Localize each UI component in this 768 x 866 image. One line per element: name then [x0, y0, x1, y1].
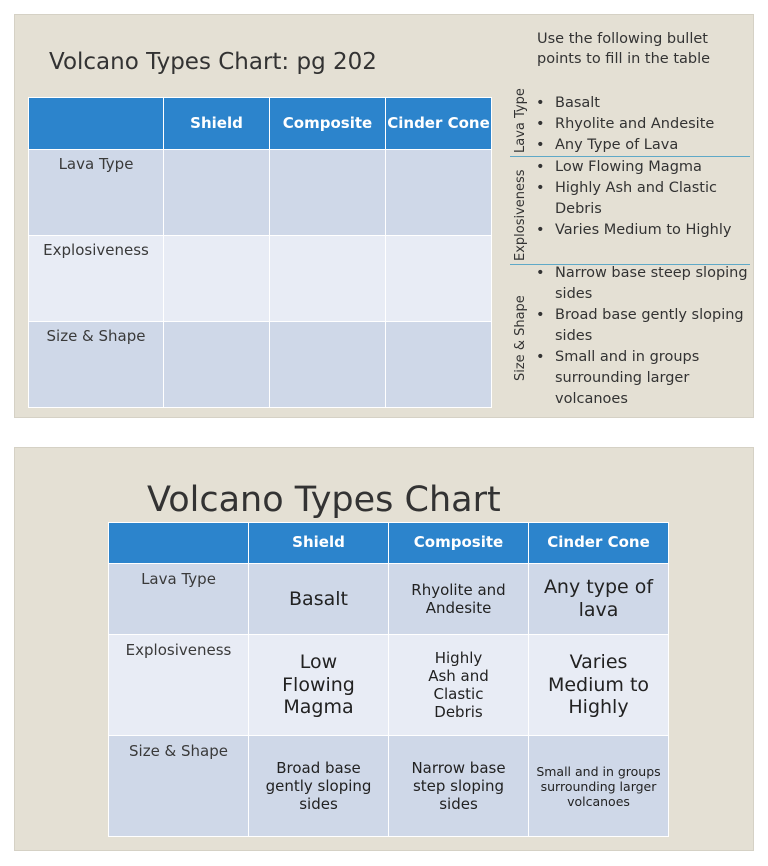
table-row — [109, 564, 669, 635]
list-item: • Any Type of Lava — [525, 135, 753, 156]
row-label-lava-type: Lava Type — [109, 564, 249, 635]
group-label-explosiveness: Explosiveness — [513, 169, 528, 261]
cell-cinder-explosiveness: Varies Medium to Highly — [529, 635, 669, 736]
header-shield: Shield — [249, 523, 389, 564]
list-item: • Broad base gently sloping sides — [525, 305, 753, 347]
empty-cell[interactable] — [386, 236, 492, 322]
bullet-list-lava-type — [525, 93, 753, 156]
list-item: • Varies Medium to Highly — [525, 220, 753, 241]
list-item: • Low Flowing Magma — [525, 157, 753, 178]
empty-cell[interactable] — [164, 322, 270, 408]
row-label-size-shape: Size & Shape — [29, 322, 164, 408]
cell-composite-size: Narrow base step sloping sides — [389, 736, 529, 837]
group-label-size-shape: Size & Shape — [513, 295, 528, 381]
empty-cell[interactable] — [270, 150, 386, 236]
empty-cell[interactable] — [164, 150, 270, 236]
header-corner — [109, 523, 249, 564]
empty-cell[interactable] — [270, 322, 386, 408]
cell-cinder-lava: Any type of lava — [529, 564, 669, 635]
row-label-explosiveness: Explosiveness — [109, 635, 249, 736]
bullet-list-explosiveness — [525, 157, 753, 241]
row-label-lava-type: Lava Type — [29, 150, 164, 236]
list-item: • Highly Ash and Clastic Debris — [525, 178, 753, 220]
slide-worksheet — [14, 14, 754, 418]
row-label-size-shape: Size & Shape — [109, 736, 249, 837]
group-label-lava-type: Lava Type — [513, 88, 528, 153]
table-row — [29, 150, 492, 236]
cell-composite-lava: Rhyolite and Andesite — [389, 564, 529, 635]
list-item: • Basalt — [525, 93, 753, 114]
header-composite: Composite — [389, 523, 529, 564]
header-composite: Composite — [270, 98, 386, 150]
bullet-list-size-shape — [525, 263, 753, 410]
cell-composite-explosiveness: Highly Ash and Clastic Debris — [389, 635, 529, 736]
slide-title: Volcano Types Chart — [147, 480, 501, 520]
slide-title: Volcano Types Chart: pg 202 — [49, 49, 377, 75]
row-label-explosiveness: Explosiveness — [29, 236, 164, 322]
instructions-text: Use the following bullet points to fill in the table — [537, 31, 711, 67]
empty-cell[interactable] — [386, 150, 492, 236]
list-item: • Rhyolite and Andesite — [525, 114, 753, 135]
filled-volcano-table — [108, 522, 669, 837]
empty-cell[interactable] — [386, 322, 492, 408]
cell-shield-lava: Basalt — [249, 564, 389, 635]
empty-cell[interactable] — [164, 236, 270, 322]
cell-cinder-size: Small and in groups surrounding larger volcanoes — [529, 736, 669, 837]
header-cinder-cone: Cinder Cone — [386, 98, 492, 150]
table-row — [29, 322, 492, 408]
table-row — [109, 635, 669, 736]
cell-shield-explosiveness: Low Flowing Magma — [249, 635, 389, 736]
slide-answers — [14, 447, 754, 851]
header-cinder-cone: Cinder Cone — [529, 523, 669, 564]
header-corner — [29, 98, 164, 150]
list-item: • Small and in groups surrounding larger volcanoes — [525, 347, 753, 410]
blank-volcano-table — [28, 97, 492, 408]
cell-shield-size: Broad base gently sloping sides — [249, 736, 389, 837]
list-item: • Narrow base steep sloping sides — [525, 263, 753, 305]
header-shield: Shield — [164, 98, 270, 150]
table-row — [109, 736, 669, 837]
table-row — [29, 236, 492, 322]
empty-cell[interactable] — [270, 236, 386, 322]
